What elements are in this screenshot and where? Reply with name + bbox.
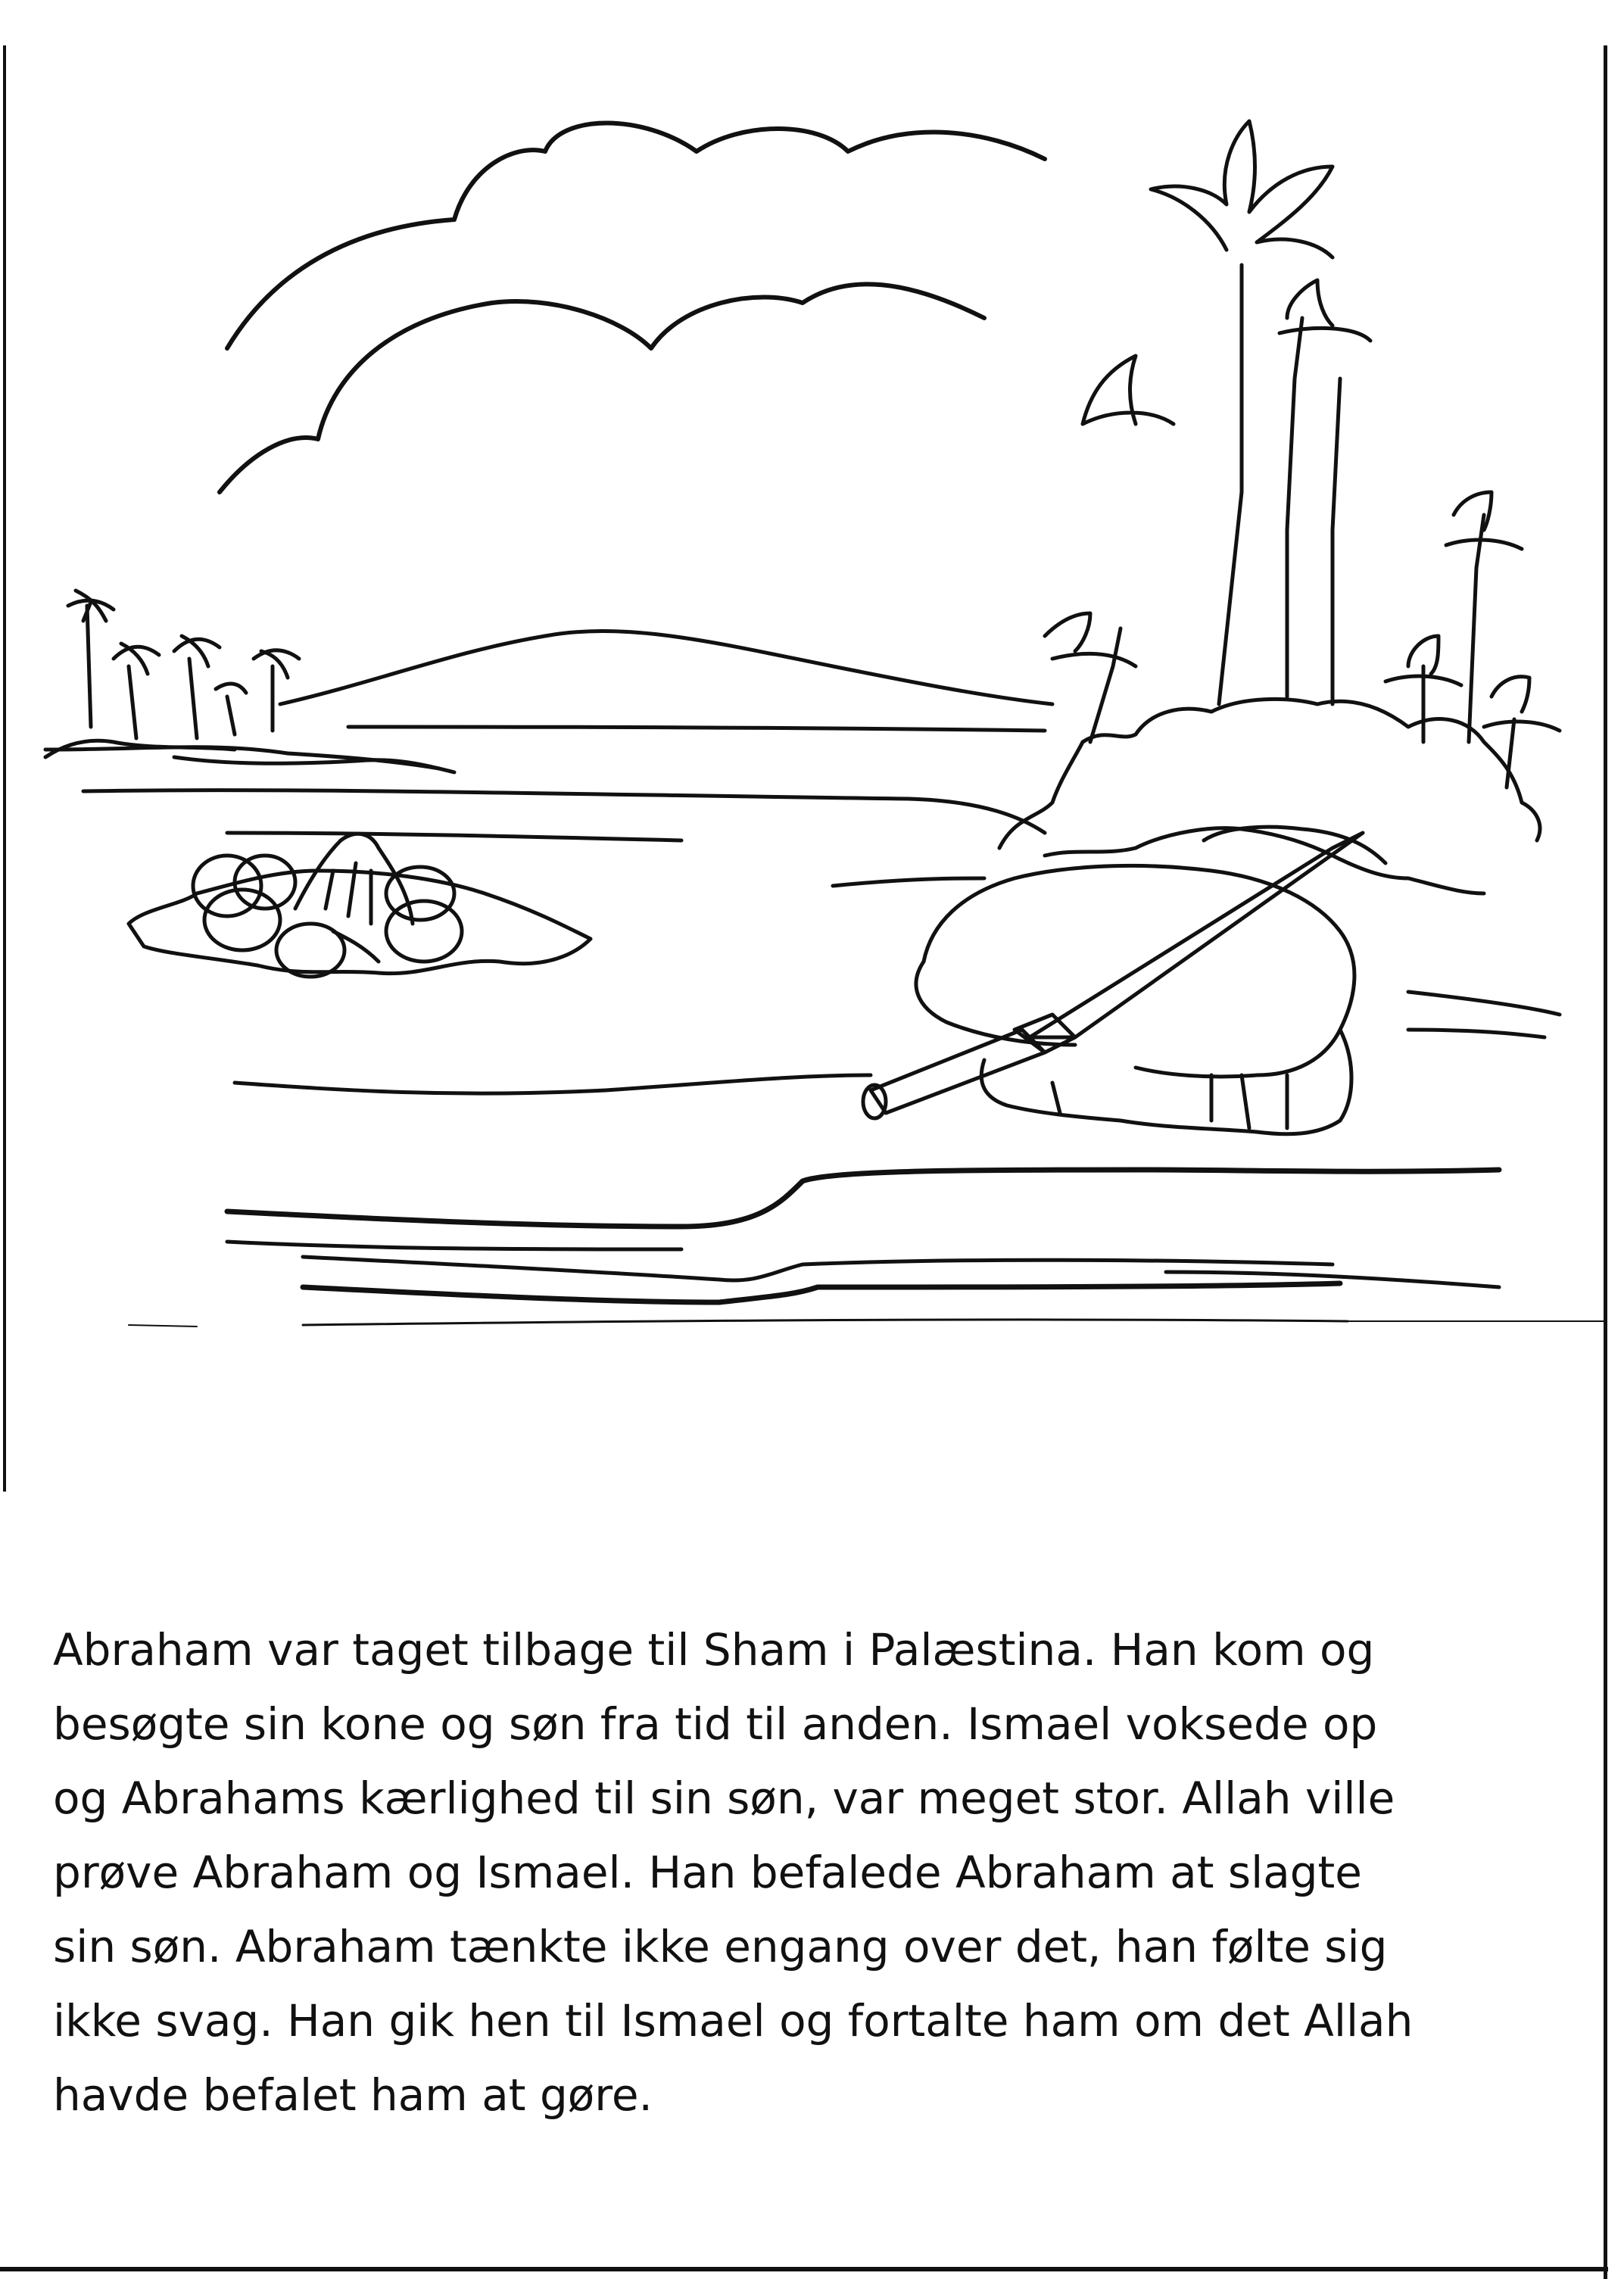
rock-island xyxy=(129,834,591,977)
palm-grove xyxy=(999,121,1560,893)
upper-cloud xyxy=(227,123,1045,349)
distant-hill xyxy=(280,631,1052,731)
page-border-bottom xyxy=(0,2267,1608,2271)
story-line: besøgte sin kone og søn fra tid til anden. Ismael voksede op xyxy=(53,1698,1378,1750)
story-line: og Abrahams kærlighed til sin søn, var meget stor. Allah ville xyxy=(53,1772,1395,1824)
story-line: Abraham var taget tilbage til Sham i Palæstina. Han kom og xyxy=(53,1624,1375,1676)
story-text xyxy=(53,1613,1598,2132)
left-palm-island xyxy=(45,591,454,772)
story-line: havde befalet ham at gøre. xyxy=(53,2069,653,2121)
story-line: prøve Abraham og Ismael. Han befalede Abraham at slagte xyxy=(53,1847,1362,1898)
lower-cloud xyxy=(220,284,984,492)
story-line: ikke svag. Han gik hen til Ismael og fortalte ham om det Allah xyxy=(53,1995,1414,2047)
story-line: sin søn. Abraham tænkte ikke engang over det, han følte sig xyxy=(53,1921,1388,1972)
